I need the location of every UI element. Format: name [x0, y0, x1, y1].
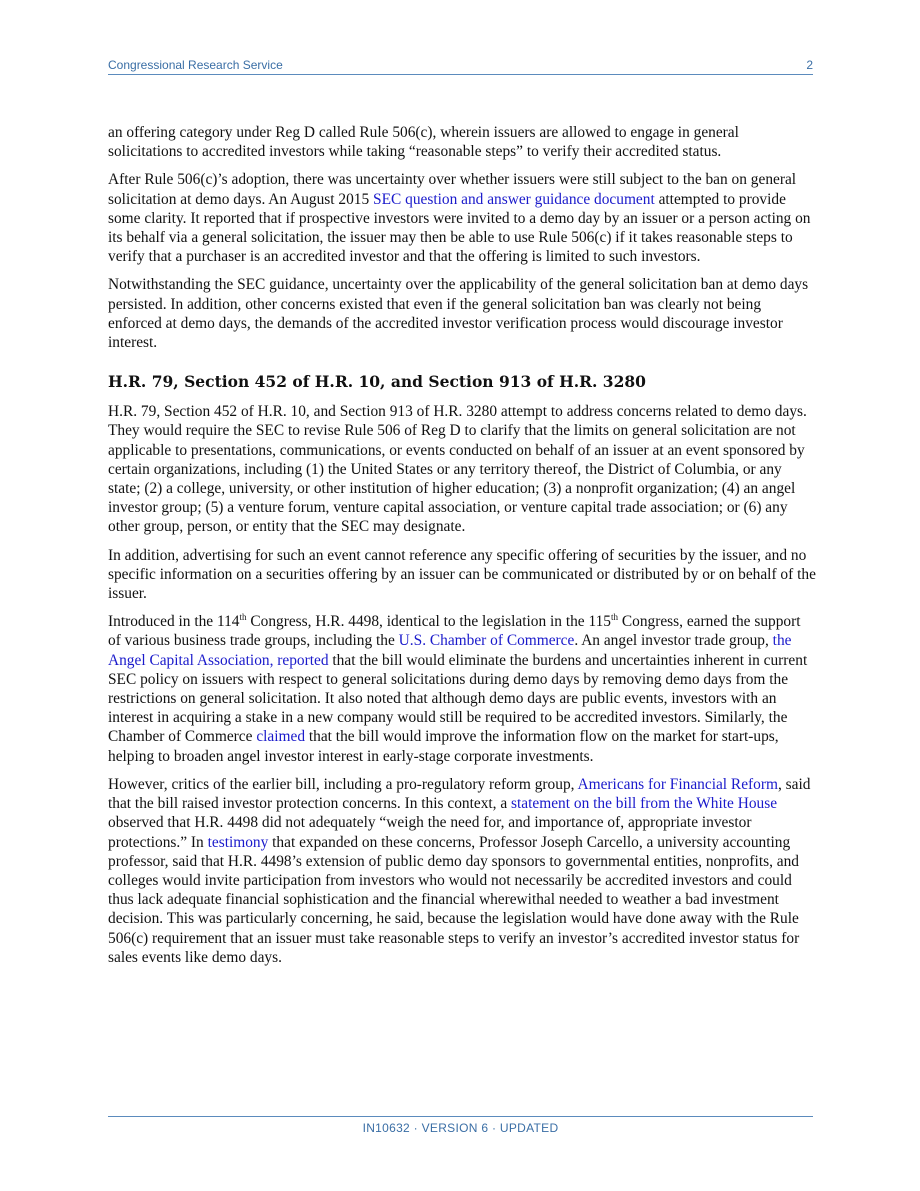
paragraph-5: [108, 546, 816, 604]
americans-for-financial-reform-link[interactable]: Americans for Financial Reform: [577, 775, 778, 793]
chamber-of-commerce-link[interactable]: U.S. Chamber of Commerce: [398, 632, 575, 650]
paragraph-4: [108, 402, 816, 536]
paragraph-4-text: H.R. 79, Section 452 of H.R. 10, and Section 913 of H.R. 3280 attempt to address concerns related to demo days. They would require the SEC to revise Rule 506 of Reg D to clarify that the limits on general solicitation are not applicable to presentations, communications, or events conducted on behalf of an issuer at an event sponsored by certain organizations, including (1) the United States or any territory thereof, the District of Columbia, or any state; (2) a college, university, or other institution of higher education; (3) a nonprofit organization; (4) an angel investor group; (5) a venture forum, venture capital association, or venture capital trade association; or (6) any other group, person, or entity that the SEC may designate.: [108, 403, 807, 536]
paragraph-6-text-c: Congress, earned the support of various business trade groups, including the: [108, 613, 801, 650]
paragraph-3-text: Notwithstanding the SEC guidance, uncertainty over the applicability of the general solicitation ban at demo days persisted. In addition, other concerns existed that even if the general solicitation ban was clearly not being enforced at demo days, the demands of the accredited investor verification process would discourage investor interest.: [108, 276, 809, 352]
paragraph-6-text-a: Introduced in the 114: [108, 613, 240, 631]
paragraph-2: [108, 170, 816, 266]
header-source: Congressional Research Service: [108, 58, 283, 72]
sec-guidance-link[interactable]: SEC question and answer guidance document: [373, 190, 655, 208]
angel-capital-association-link[interactable]: the Angel Capital Association, reported: [108, 632, 792, 669]
paragraph-1: [108, 123, 816, 161]
testimony-link[interactable]: testimony: [207, 833, 269, 851]
paragraph-6-text-e: that the bill would eliminate the burdens and uncertainties inherent in current SEC policy on issuers with respect to general solicitations during demo days by removing demo days from the restrictions on general solicitation. It also noted that although demo days are public events, investors with an interest in acquiring a stake in a new company would still be required to be accredited investors. Similarly, the Chamber of Commerce: [108, 651, 808, 746]
page-footer: IN10632 · VERSION 6 · UPDATED: [362, 1121, 559, 1135]
paragraph-7-text-c: observed that H.R. 4498 did not adequately “weigh the need for, and importance of, appropriate investor protections.” In: [108, 814, 752, 851]
paragraph-7-text-a: However, critics of the earlier bill, including a pro-regulatory reform group,: [108, 775, 578, 793]
page-header: [108, 58, 813, 75]
paragraph-6-text-f: that the bill would improve the information flow on the market for start-ups, helping to broaden angel investor interest in early-stage corporate investments.: [108, 728, 779, 765]
paragraph-6-text-b: Congress, H.R. 4498, identical to the legislation in the 115: [246, 613, 611, 631]
main-content: [108, 123, 816, 976]
claimed-link[interactable]: claimed: [256, 728, 306, 746]
superscript-th-1: th: [239, 612, 247, 623]
paragraph-7-text-b: , said that the bill raised investor protection concerns. In this context, a: [108, 775, 811, 813]
page-number: 2: [806, 58, 813, 72]
paragraph-1-text: an offering category under Reg D called Rule 506(c), wherein issuers are allowed to engage in general solicitations to accredited investors while taking “reasonable steps” to verify their accredited status.: [108, 124, 739, 161]
paragraph-3: [108, 275, 816, 352]
paragraph-5-text: In addition, advertising for such an event cannot reference any specific offering of securities by the issuer, and no specific information on a securities offering by an issuer can be communicated or distributed by or on behalf of the issuer.: [108, 546, 816, 603]
paragraph-2-text-b: attempted to provide some clarity. It reported that if prospective investors were invited to a demo day by an issuer or a person acting on its behalf via a general solicitation, the issuer may then be able to use Rule 506(c) if it takes reasonable steps to verify that a purchaser is an accredited investor and that the offering is limited to such investors.: [108, 190, 811, 266]
superscript-th-2: th: [611, 612, 619, 623]
paragraph-2-text-a: After Rule 506(c)’s adoption, there was uncertainty over whether issuers were still subject to the ban on general solicitation at demo days. An August 2015: [108, 171, 797, 208]
paragraph-6-text-d: . An angel investor trade group,: [574, 632, 773, 650]
white-house-statement-link[interactable]: statement on the bill from the White House: [511, 795, 778, 813]
paragraph-7-text-d: that expanded on these concerns, Professor Joseph Carcello, a university accounting professor, said that H.R. 4498’s extension of public demo day sponsors to governmental entities, nonprofits, and colleges would invite participation from investors who would not necessarily be accredited investors and could thus lack adequate financial sophistication and the financial wherewithal needed to weather a bad investment decision. This was particularly concerning, he said, because the legislation would have done away with the Rule 506(c) requirement that an issuer must take reasonable steps to verify an investor’s accredited investor status for sales events like demo days.: [108, 833, 800, 966]
paragraph-6: [108, 612, 816, 766]
footer-divider: [108, 1116, 813, 1117]
paragraph-7: [108, 775, 816, 967]
section-heading: H.R. 79, Section 452 of H.R. 10, and Section 913 of H.R. 3280: [108, 372, 646, 392]
